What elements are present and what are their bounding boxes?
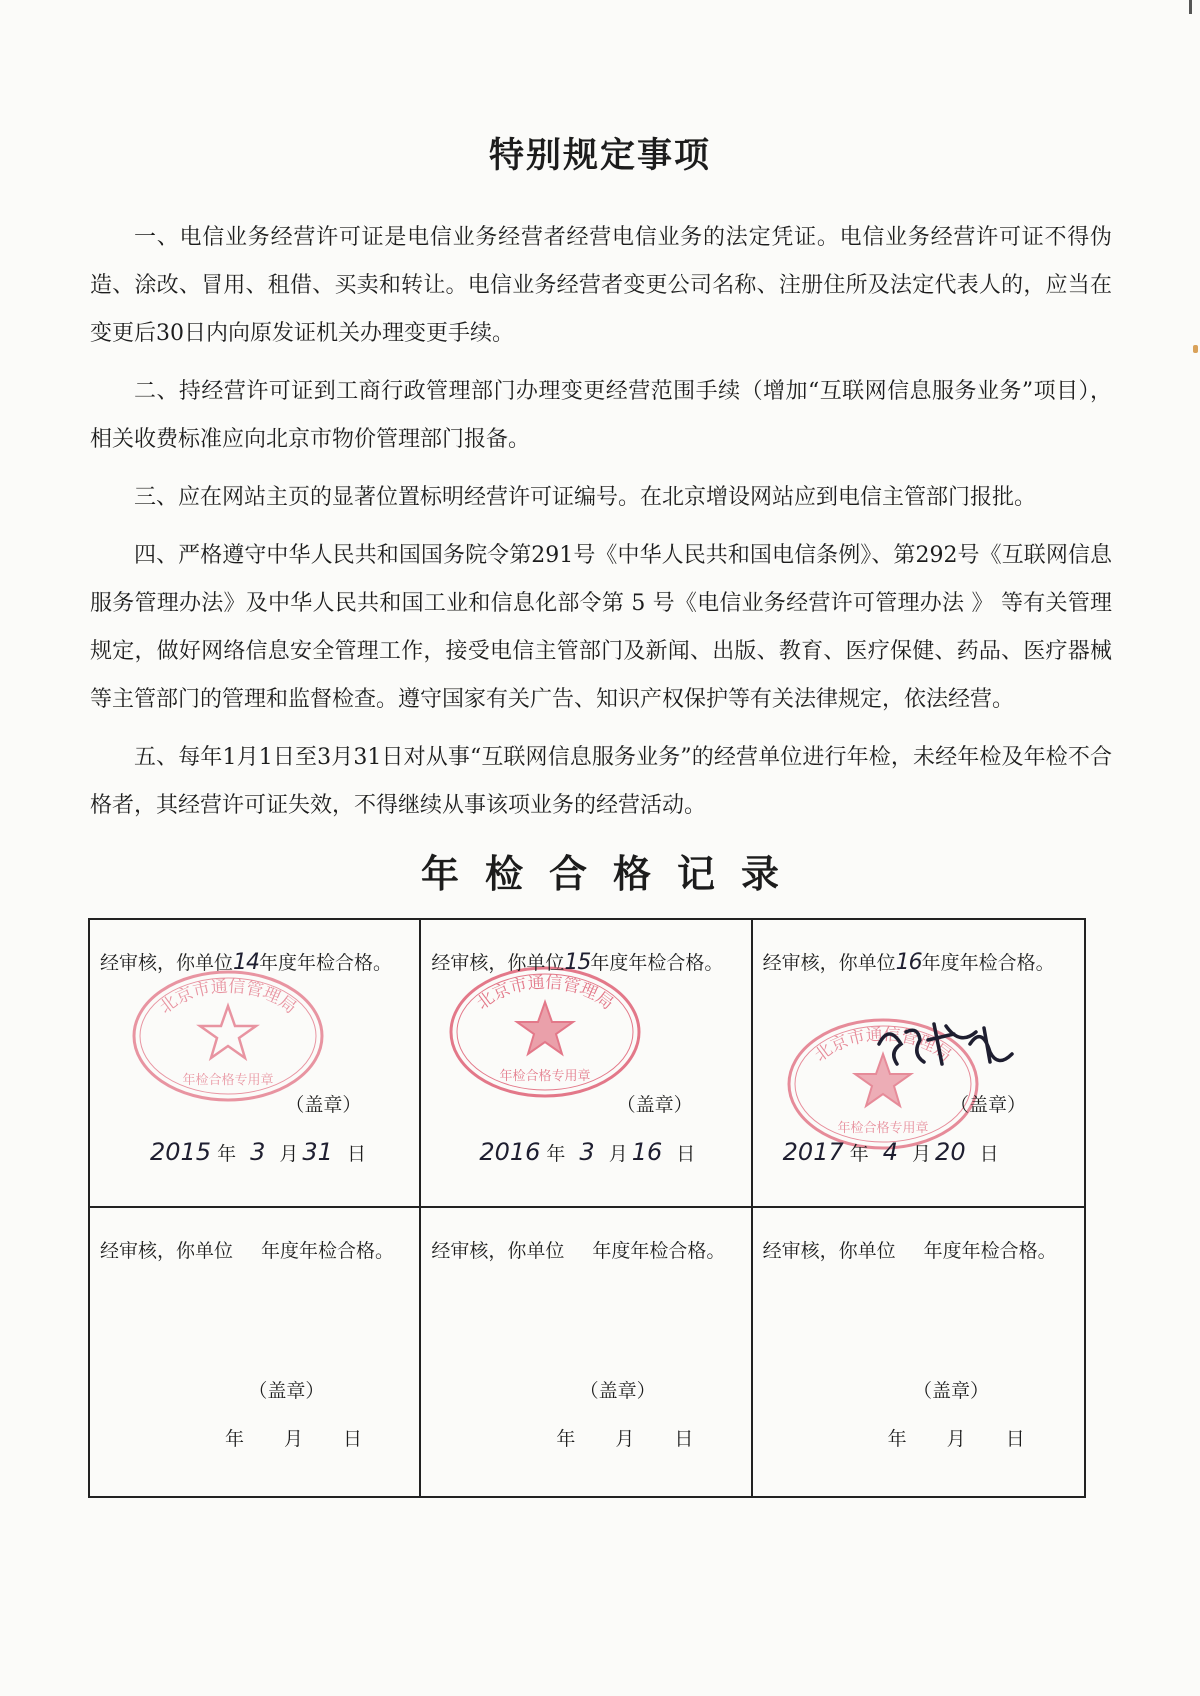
seal-label: （盖章） bbox=[285, 1094, 362, 1116]
inspection-statement: 经审核，你单位 年度年检合格。 bbox=[762, 1240, 1057, 1262]
inspection-record-table bbox=[88, 918, 1086, 1498]
date-month: 3 bbox=[250, 1138, 266, 1166]
seal-label: （盖章） bbox=[248, 1380, 325, 1402]
inspection-date: 年 月 日 bbox=[225, 1428, 363, 1450]
inspection-statement: 经审核，你单位14年度年检合格。 bbox=[100, 950, 393, 975]
regulation-item-5: 五、每年1月1日至3月31日对从事“互联网信息服务业务”的经营单位进行年检，未经年检及年检不合格者，其经营许可证失效，不得继续从事该项业务的经营活动。 bbox=[90, 745, 1112, 818]
seal-text: 北京市通信管理局 bbox=[810, 1024, 955, 1067]
date-month: 3 bbox=[579, 1138, 595, 1166]
document-title: 特别规定事项 bbox=[488, 135, 711, 176]
seal-text: 北京市通信管理局 bbox=[473, 972, 618, 1015]
seal-text: 北京市通信管理局 bbox=[156, 976, 300, 1019]
inspection-statement: 经审核，你单位16年度年检合格。 bbox=[762, 950, 1055, 975]
date-year: 2016 bbox=[479, 1138, 541, 1166]
seal-subtext: 年检合格专用章 bbox=[837, 1121, 929, 1136]
regulation-body bbox=[90, 214, 1112, 840]
inspection-statement: 经审核，你单位 年度年检合格。 bbox=[431, 1240, 726, 1262]
inspection-date: 2017 年 4 月 20 日 bbox=[782, 1138, 999, 1166]
date-year: 2015 bbox=[150, 1138, 212, 1166]
official-seal bbox=[445, 962, 645, 1102]
seal-subtext: 年检合格专用章 bbox=[182, 1073, 274, 1088]
inspection-statement: 经审核，你单位 年度年检合格。 bbox=[100, 1240, 395, 1262]
regulation-item-2: 二、持经营许可证到工商行政管理部门办理变更经营范围手续（增加“互联网信息服务业务”项目），相关收费标准应向北京市物价管理部门报备。 bbox=[90, 379, 1112, 452]
date-day: 20 bbox=[935, 1138, 966, 1166]
handwritten-signature bbox=[874, 1014, 1024, 1074]
seal-label: （盖章） bbox=[912, 1380, 989, 1402]
inspection-cell bbox=[753, 920, 1084, 1208]
inspection-date: 年 月 日 bbox=[887, 1428, 1025, 1450]
seal-label: （盖章） bbox=[949, 1094, 1026, 1116]
inspection-date: 2015 年 3 月 31 日 bbox=[150, 1138, 366, 1166]
seal-subtext: 年检合格专用章 bbox=[499, 1069, 591, 1084]
inspection-date: 2016 年 3 月 16 日 bbox=[479, 1138, 696, 1166]
handwritten-year: 14 bbox=[233, 950, 260, 975]
scan-spot bbox=[1193, 345, 1198, 353]
inspection-statement: 经审核，你单位15年度年检合格。 bbox=[431, 950, 724, 975]
date-month: 4 bbox=[882, 1138, 899, 1166]
scan-edge-mark bbox=[1189, 0, 1192, 14]
inspection-cell bbox=[753, 1208, 1084, 1496]
handwritten-year: 15 bbox=[564, 950, 591, 975]
date-year: 2017 bbox=[782, 1138, 844, 1166]
inspection-cell bbox=[90, 1208, 421, 1496]
handwritten-year: 16 bbox=[895, 950, 922, 975]
inspection-cell bbox=[421, 920, 752, 1208]
regulation-item-4: 四、严格遵守中华人民共和国国务院令第291号《中华人民共和国电信条例》、第292号《互联网信息服务管理办法》及中华人民共和国工业和信息化部令第 5 号《电信业务经营许可管理办法 》 等有关管理规定，做好网络信息安全管理工作，接受电信主管部门及新闻、出版、教育、医疗保健、药品、医疗器械等主管部门的管理和监督检查。遵守国家有关广告、知识产权保护等有关法律规定，依法经营。 bbox=[90, 543, 1112, 712]
svg-text:北京市通信管理局 bbox=[473, 973, 617, 1014]
inspection-date: 年 月 日 bbox=[556, 1428, 694, 1450]
record-title: 年检合格记录 bbox=[420, 851, 805, 896]
date-day: 16 bbox=[631, 1138, 663, 1166]
regulation-item-3: 三、应在网站主页的显著位置标明经营许可证编号。在北京增设网站应到电信主管部门报批。 bbox=[134, 485, 1037, 510]
seal-label: （盖章） bbox=[579, 1380, 656, 1402]
official-seal bbox=[128, 966, 328, 1106]
date-day: 31 bbox=[302, 1138, 333, 1166]
inspection-cell bbox=[421, 1208, 752, 1496]
svg-text:北京市通信管理局 bbox=[156, 977, 300, 1018]
seal-label: （盖章） bbox=[616, 1094, 693, 1116]
svg-text:北京市通信管理局 bbox=[811, 1025, 955, 1066]
official-seal bbox=[783, 1014, 983, 1154]
regulation-item-1: 一、电信业务经营许可证是电信业务经营者经营电信业务的法定凭证。电信业务经营许可证不得伪造、涂改、冒用、租借、买卖和转让。电信业务经营者变更公司名称、注册住所及法定代表人的，应当在变更后30日内向原发证机关办理变更手续。 bbox=[90, 225, 1112, 346]
inspection-cell bbox=[90, 920, 421, 1208]
